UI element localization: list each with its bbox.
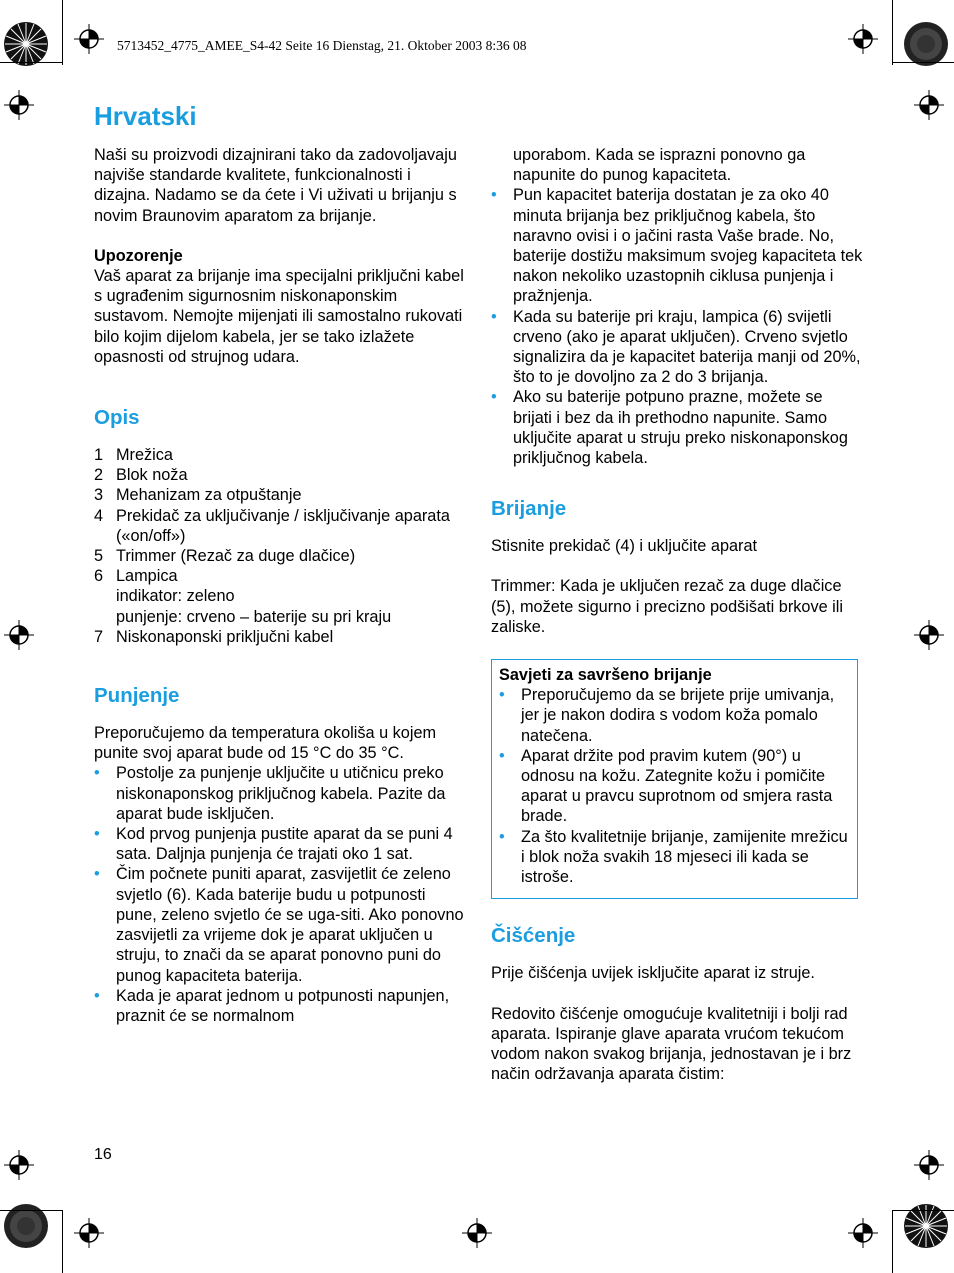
tips-bullets [499, 685, 851, 887]
list-item: 2 Blok noža [94, 466, 188, 485]
ciscenje-text-2: Redovito čišćenje omogućuje kvalitetniji i bolji rad aparata. Ispiranje glave aparata vrućom tekućom vodom nakon svakog brijanja, jednostavan je i brz način održavanja aparata čistim: [491, 1004, 852, 1084]
punjenje-intro: Preporučujemo da temperatura okoliša u kojem punite svoj aparat bude od 15 °C do 35 °C. [94, 724, 437, 763]
warning-title: Upozorenje [94, 246, 183, 265]
list-item: • Kada su baterije pri kraju, lampica (6) svijetli crveno (ako je aparat uključen). Crveno svjetlo signalizira da je kapacitet baterija manji od 20%, što to je dovoljno za 2 do 3 brijanja. [491, 307, 863, 388]
trim-line [892, 1210, 893, 1273]
registration-mark-icon [4, 90, 34, 120]
left-column [94, 145, 466, 1026]
trim-line [892, 0, 893, 65]
list-item: • Preporučujemo da se brijete prije umivanja, jer je nakon dodira s vodom koža pomalo natečena. [499, 685, 851, 746]
list-item: • Postolje za punjenje uključite u utičnicu preko niskonaponskog priključnog kabela. Pazite da aparat bude isključen. [94, 763, 466, 824]
right-column [491, 145, 863, 1084]
list-item: 7 Niskonaponski priključni kabel [94, 627, 334, 646]
trim-line [62, 1210, 63, 1273]
list-item: 3 Mehanizam za otpuštanje [94, 486, 302, 505]
trim-line [0, 62, 62, 63]
starburst-target-icon [902, 20, 950, 68]
section-heading-ciscenje: Čišćenje [491, 924, 576, 948]
registration-mark-icon [4, 1150, 34, 1180]
registration-mark-icon [914, 1150, 944, 1180]
trim-line [62, 0, 63, 65]
registration-mark-icon [848, 1218, 878, 1248]
section-heading-opis: Opis [94, 406, 140, 430]
registration-mark-icon [848, 24, 878, 54]
list-item: 5 Trimmer (Rezač za duge dlačice) [94, 547, 356, 566]
list-item: • Za što kvalitetnije brijanje, zamijenite mrežicu i blok noža svakih 18 mjeseci ili kada se istroše. [499, 827, 851, 888]
trim-line [892, 62, 954, 63]
registration-mark-icon [914, 90, 944, 120]
punjenje-bullets-continued [491, 185, 863, 468]
registration-mark-icon [914, 620, 944, 650]
registration-mark-icon [4, 620, 34, 650]
page-number: 16 [94, 1146, 112, 1163]
brijanje-text-2: Trimmer: Kada je uključen rezač za duge dlačice (5), možete sigurno i precizno podšišati brkove ili zaliske. [491, 577, 844, 636]
list-item: • Ako su baterije potpuno prazne, možete se brijati i bez da ih prethodno napunite. Samo uključite aparat u struju preko niskonaponskog priključnog kabela. [491, 387, 863, 468]
page-title: Hrvatski [94, 101, 197, 131]
trim-line [892, 1210, 954, 1211]
list-item: 6 Lampica indikator: zeleno punjenje: crveno – baterije su pri kraju [94, 567, 392, 626]
intro-paragraph: Naši su proizvodi dizajnirani tako da zadovoljavaju najviše standarde kvalitete, funkcionalnosti i dizajna. Nadamo se da ćete i Vi uživati u brijanju s novim Braunovim aparatom za brijanje. [94, 146, 457, 225]
tips-title: Savjeti za savršeno brijanje [499, 666, 712, 685]
registration-mark-icon [74, 1218, 104, 1248]
list-item: • Čim počnete puniti aparat, zasvijetlit će zeleno svjetlo (6). Kada baterije budu u potpunosti pune, zeleno svjetlo će se uga-siti. Ako ponovno zasvijetli za vrijeme dok je aparat uključen u struju, to znači da se aparat ponovno puni do punog kapaciteta baterija. [94, 864, 466, 985]
tips-box [491, 659, 858, 899]
brijanje-text-1: Stisnite prekidač (4) i uključite aparat [491, 537, 758, 556]
list-item: 1 Mrežica [94, 446, 173, 465]
list-item: • Pun kapacitet baterija dostatan je za oko 40 minuta brijanja bez priključnog kabela, što naravno ovisi i o jačini rasta Vaše brade. No, baterije dostižu maksimum svojeg kapaciteta tek nakon nekoliko uzastopnih ciklusa punjenja i pražnjenja. [491, 185, 863, 306]
list-item: • Aparat držite pod pravim kutem (90°) u odnosu na kožu. Zategnite kožu i pomičite aparat u pravcu suprotnom od smjera rasta brade. [499, 746, 851, 827]
list-item: • Kod prvog punjenja pustite aparat da se puni 4 sata. Daljnja punjenja će trajati oko 1 sat. [94, 824, 466, 864]
punjenje-bullets [94, 763, 466, 1026]
trim-line [0, 1210, 62, 1211]
registration-mark-icon [74, 24, 104, 54]
registration-mark-icon [462, 1218, 492, 1248]
warning-text: Vaš aparat za brijanje ima specijalni priključni kabel s ugrađenim sigurnosnim niskonaponskim sustavom. Nemojte mijenjati ili samostalno rukovati bilo kojim dijelom kabela, jer se tako izlažete opasnosti od strujnog udara. [94, 267, 464, 366]
section-heading-punjenje: Punjenje [94, 684, 180, 708]
print-header: 5713452_4775_AMEE_S4-42 Seite 16 Dienstag, 21. Oktober 2003 8:36 08 [117, 38, 527, 53]
punjenje-continuation: uporabom. Kada se isprazni ponovno ga napunite do punog kapaciteta. [513, 146, 806, 185]
ciscenje-text-1: Prije čišćenja uvijek isključite aparat iz struje. [491, 964, 815, 983]
starburst-target-icon [2, 20, 50, 68]
parts-list [94, 445, 466, 647]
list-item: 4 Prekidač za uključivanje / isključivanje aparata («on/off») [94, 506, 450, 545]
section-heading-brijanje: Brijanje [491, 497, 567, 521]
list-item: • Kada je aparat jednom u potpunosti napunjen, praznit će se normalnom [94, 986, 466, 1026]
